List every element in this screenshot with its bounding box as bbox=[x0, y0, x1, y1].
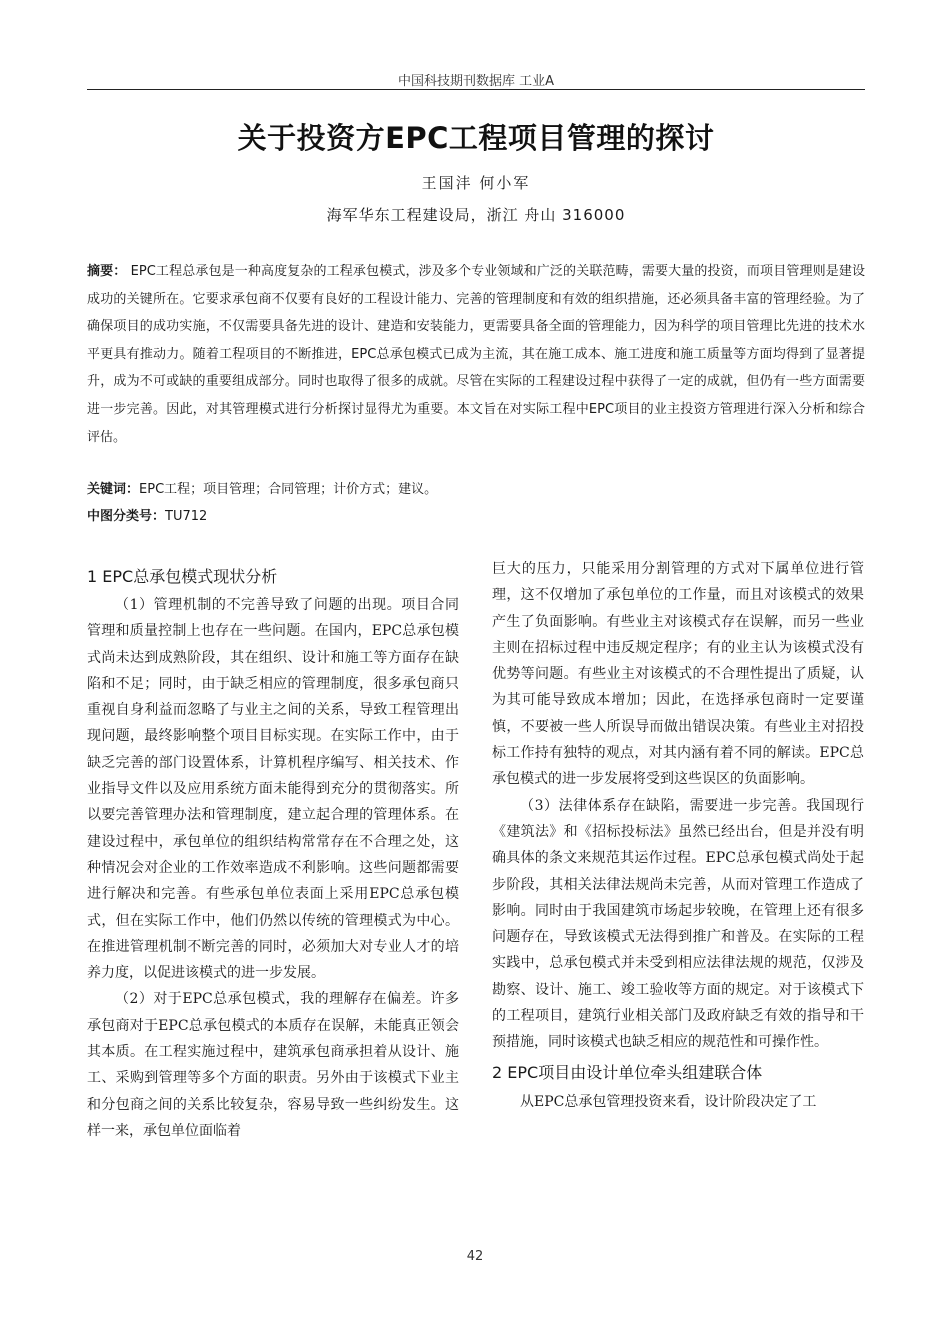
section-2-heading: 2 EPC项目由设计单位牵头组建联合体 bbox=[492, 1062, 763, 1082]
paragraph: （2）对于EPC总承包模式，我的理解存在偏差。许多承包商对于EPC总承包模式的本质存在误解，未能真正领会其本质。在工程实施过程中，建筑承包商承担着从设计、施工、采购到管理等多个方面的职责。另外由于该模式下业主和分包商之间的关系比较复杂，容易导致一些纠纷发生。这样一来，承包单位面临着 bbox=[87, 991, 459, 1139]
keywords-label: 关键词： bbox=[87, 482, 140, 497]
left-column bbox=[87, 556, 459, 1144]
paragraph: 巨大的压力，只能采用分割管理的方式对下属单位进行管理，这不仅增加了承包单位的工作量，而且对该模式的效果产生了负面影响。有些业主对该模式存在误解，而另一些业主则在招标过程中违反规定程序；有的业主认为该模式没有优势等问题。有些业主对该模式的不合理性提出了质疑，认为其可能导致成本增加；因此，在选择承包商时一定要谨慎，不要被一些人所误导而做出错误决策。有些业主对招投标工作持有独特的观点，对其内涵有着不同的解读。EPC总承包模式的进一步发展将受到这些误区的负面影响。 bbox=[492, 561, 864, 788]
header-rule bbox=[87, 89, 865, 90]
abstract-text: EPC工程总承包是一种高度复杂的工程承包模式，涉及多个专业领域和广泛的关联范畴，需要大量的投资，而项目管理则是建设成功的关键所在。它要求承包商不仅要有良好的工程设计能力、完善的管理制度和有效的组织措施，还必须具备丰富的管理经验。为了确保项目的成功实施，不仅需要具备先进的设计、建造和安装能力，更需要具备全面的管理能力，因为科学的项目管理比先进的技术水平更具有推动力。随着工程项目的不断推进，EPC总承包模式已成为主流，其在施工成本、施工进度和施工质量等方面均得到了显著提升，成为不可或缺的重要组成部分。同时也取得了很多的成就。尽管在实际的工程建设过程中获得了一定的成就，但仍有一些方面需要进一步完善。因此，对其管理模式进行分析探讨显得尤为重要。本文旨在对实际工程中EPC项目的业主投资方管理进行深入分析和综合评估。 bbox=[87, 264, 865, 445]
paragraph: （3）法律体系存在缺陷，需要进一步完善。我国现行《建筑法》和《招标投标法》虽然已经出台，但是并没有明确具体的条文来规范其运作过程。EPC总承包模式尚处于起步阶段，其相关法律法规尚未完善，从而对管理工作造成了影响。同时由于我国建筑市场起步较晚，在管理上还有很多问题存在，导致该模式无法得到推广和普及。在实际的工程实践中，总承包模式并未受到相应法律法规的规范，仅涉及勘察、设计、施工、竣工验收等方面的规定。对于该模式下的工程项目，建筑行业相关部门及政府缺乏有效的指导和干预措施，同时该模式也缺乏相应的规范性和可操作性。 bbox=[492, 797, 864, 1051]
affiliation: 海军华东工程建设局，浙江 舟山 316000 bbox=[326, 206, 626, 224]
page-number: 42 bbox=[466, 1249, 484, 1264]
paragraph: 从EPC总承包管理投资来看，设计阶段决定了工 bbox=[520, 1093, 817, 1110]
keywords bbox=[87, 478, 865, 497]
section-1-heading: 1 EPC总承包模式现状分析 bbox=[87, 567, 278, 586]
authors: 王国沣 何小军 bbox=[421, 174, 531, 192]
keywords-text: EPC工程；项目管理；合同管理；计价方式；建议。 bbox=[139, 482, 438, 497]
paper-title: 关于投资方EPC工程项目管理的探讨 bbox=[237, 121, 715, 155]
paragraph: （1）管理机制的不完善导致了问题的出现。项目合同管理和质量控制上也存在一些问题。在国内，EPC总承包模式尚未达到成熟阶段，其在组织、设计和施工等方面存在缺陷和不足；同时，由于缺乏相应的管理制度，很多承包商只重视自身利益而忽略了与业主之间的关系，导致工程管理出现问题，最终影响整个项目目标实现。在实际工作中，由于缺乏完善的部门设置体系，计算机程序编写、相关技术、作业指导文件以及应用系统方面未能得到充分的贯彻落实。所以要完善管理办法和管理制度，建立起合理的管理体系。在建设过程中，承包单位的组织结构常常存在不合理之处，这种情况会对企业的工作效率造成不利影响。这些问题都需要进行解决和完善。有些承包单位表面上采用EPC总承包模式，但在实际工作中，他们仍然以传统的管理模式为中心。在推进管理机制不断完善的同时，必须加大对专业人才的培养力度，以促进该模式的进一步发展。 bbox=[87, 597, 459, 982]
abstract bbox=[87, 258, 865, 451]
running-head: 中国科技期刊数据库 工业A bbox=[397, 74, 555, 89]
right-column bbox=[492, 556, 864, 1115]
classification-text: TU712 bbox=[165, 509, 208, 524]
abstract-label: 摘要： bbox=[87, 264, 127, 279]
classification-label: 中图分类号： bbox=[87, 509, 166, 524]
classification-number bbox=[87, 505, 865, 524]
